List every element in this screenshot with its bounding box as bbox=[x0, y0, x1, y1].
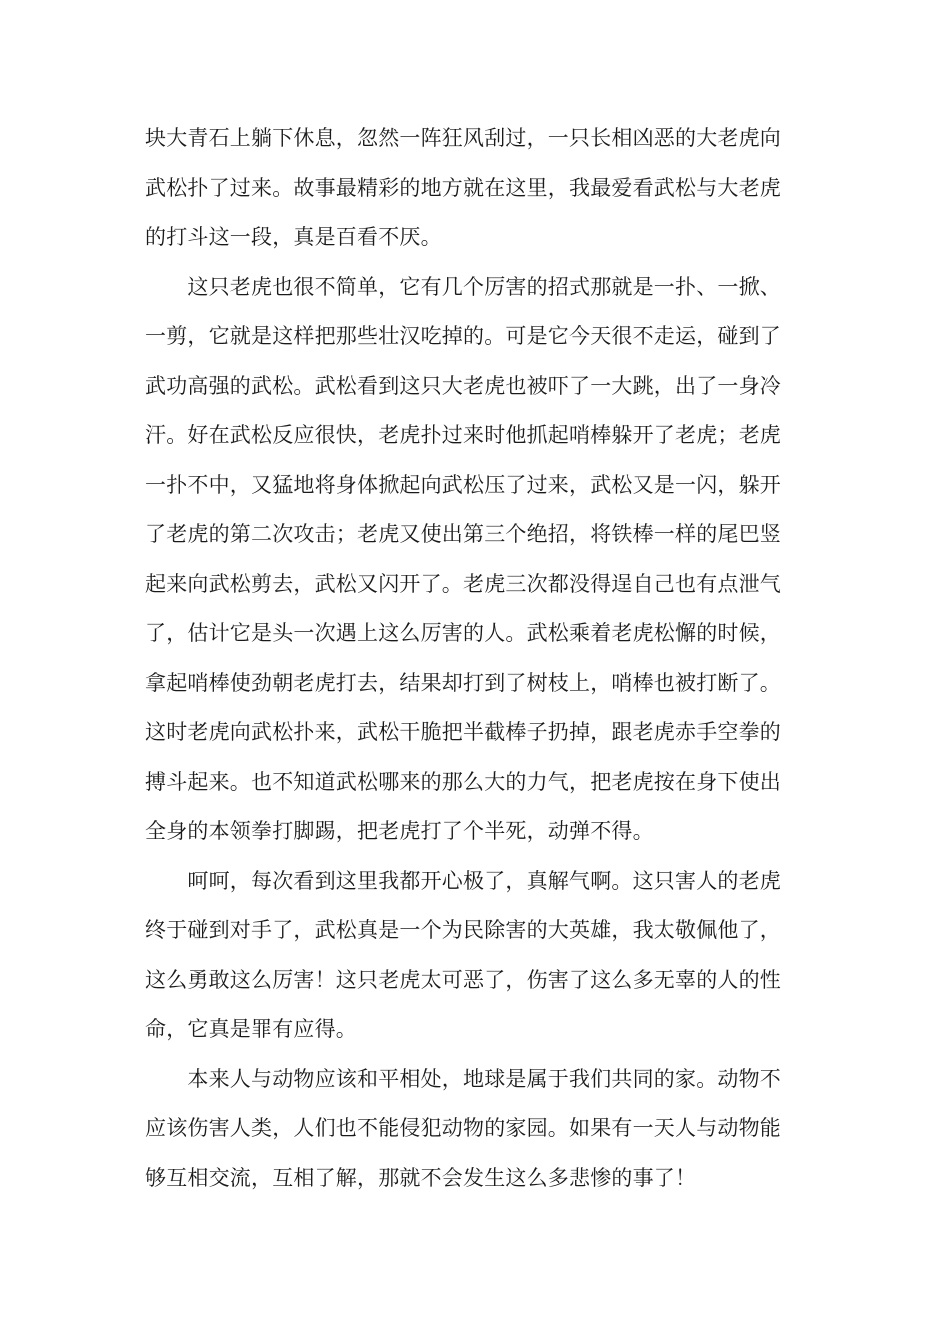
text-line: 起来向武松剪去，武松又闪开了。老虎三次都没得逞自己也有点泄气 bbox=[145, 571, 781, 596]
text-line: 全身的本领拳打脚踢，把老虎打了个半死，动弹不得。 bbox=[145, 819, 654, 843]
text-line: 这么勇敢这么厉害！这只老虎太可恶了，伤害了这么多无辜的人的性 bbox=[145, 967, 781, 992]
text-line: 呵呵，每次看到这里我都开心极了，真解气啊。这只害人的老虎 bbox=[145, 868, 781, 893]
text-line: 一扑不中，又猛地将身体掀起向武松压了过来，武松又是一闪，躲开 bbox=[145, 472, 781, 497]
text-line: 武功高强的武松。武松看到这只大老虎也被吓了一大跳，出了一身冷 bbox=[145, 373, 781, 398]
text-line: 块大青石上躺下休息，忽然一阵狂风刮过，一只长相凶恶的大老虎向 bbox=[145, 126, 781, 150]
text-line: 拿起哨棒使劲朝老虎打去，结果却打到了树枝上，哨棒也被打断了。 bbox=[145, 670, 781, 695]
text-line: 了老虎的第二次攻击；老虎又使出第三个绝招，将铁棒一样的尾巴竖 bbox=[145, 522, 781, 546]
text-line: 本来人与动物应该和平相处，地球是属于我们共同的家。动物不 bbox=[145, 1066, 781, 1091]
paragraph-4 bbox=[145, 1055, 810, 1204]
text-line: 武松扑了过来。故事最精彩的地方就在这里，我最爱看武松与大老虎 bbox=[145, 175, 781, 200]
text-line: 了，估计它是头一次遇上这么厉害的人。武松乘着老虎松懈的时候， bbox=[145, 621, 781, 645]
paragraph-2 bbox=[145, 263, 810, 857]
text-line: 搏斗起来。也不知道武松哪来的那么大的力气，把老虎按在身下使出 bbox=[145, 769, 781, 794]
text-line: 应该伤害人类，人们也不能侵犯动物的家园。如果有一天人与动物能 bbox=[145, 1116, 781, 1140]
text-line: 一剪，它就是这样把那些壮汉吃掉的。可是它今天很不走运，碰到了 bbox=[145, 324, 781, 348]
text-line: 终于碰到对手了，武松真是一个为民除害的大英雄，我太敬佩他了， bbox=[145, 918, 781, 942]
text-line: 够互相交流，互相了解，那就不会发生这么多悲惨的事了！ bbox=[145, 1165, 697, 1190]
paragraph-3 bbox=[145, 857, 810, 1055]
text-line: 汗。好在武松反应很快，老虎扑过来时他抓起哨棒躲开了老虎；老虎 bbox=[145, 423, 781, 447]
text-line: 的打斗这一段，真是百看不厌。 bbox=[145, 225, 442, 249]
text-line: 这时老虎向武松扑来，武松干脆把半截棒子扔掉，跟老虎赤手空拳的 bbox=[145, 720, 781, 744]
paragraph-1 bbox=[145, 114, 810, 263]
text-line: 命，它真是罪有应得。 bbox=[145, 1017, 357, 1041]
text-line: 这只老虎也很不简单，它有几个厉害的招式那就是一扑、一掀、 bbox=[145, 274, 781, 299]
document-body bbox=[145, 114, 810, 1203]
